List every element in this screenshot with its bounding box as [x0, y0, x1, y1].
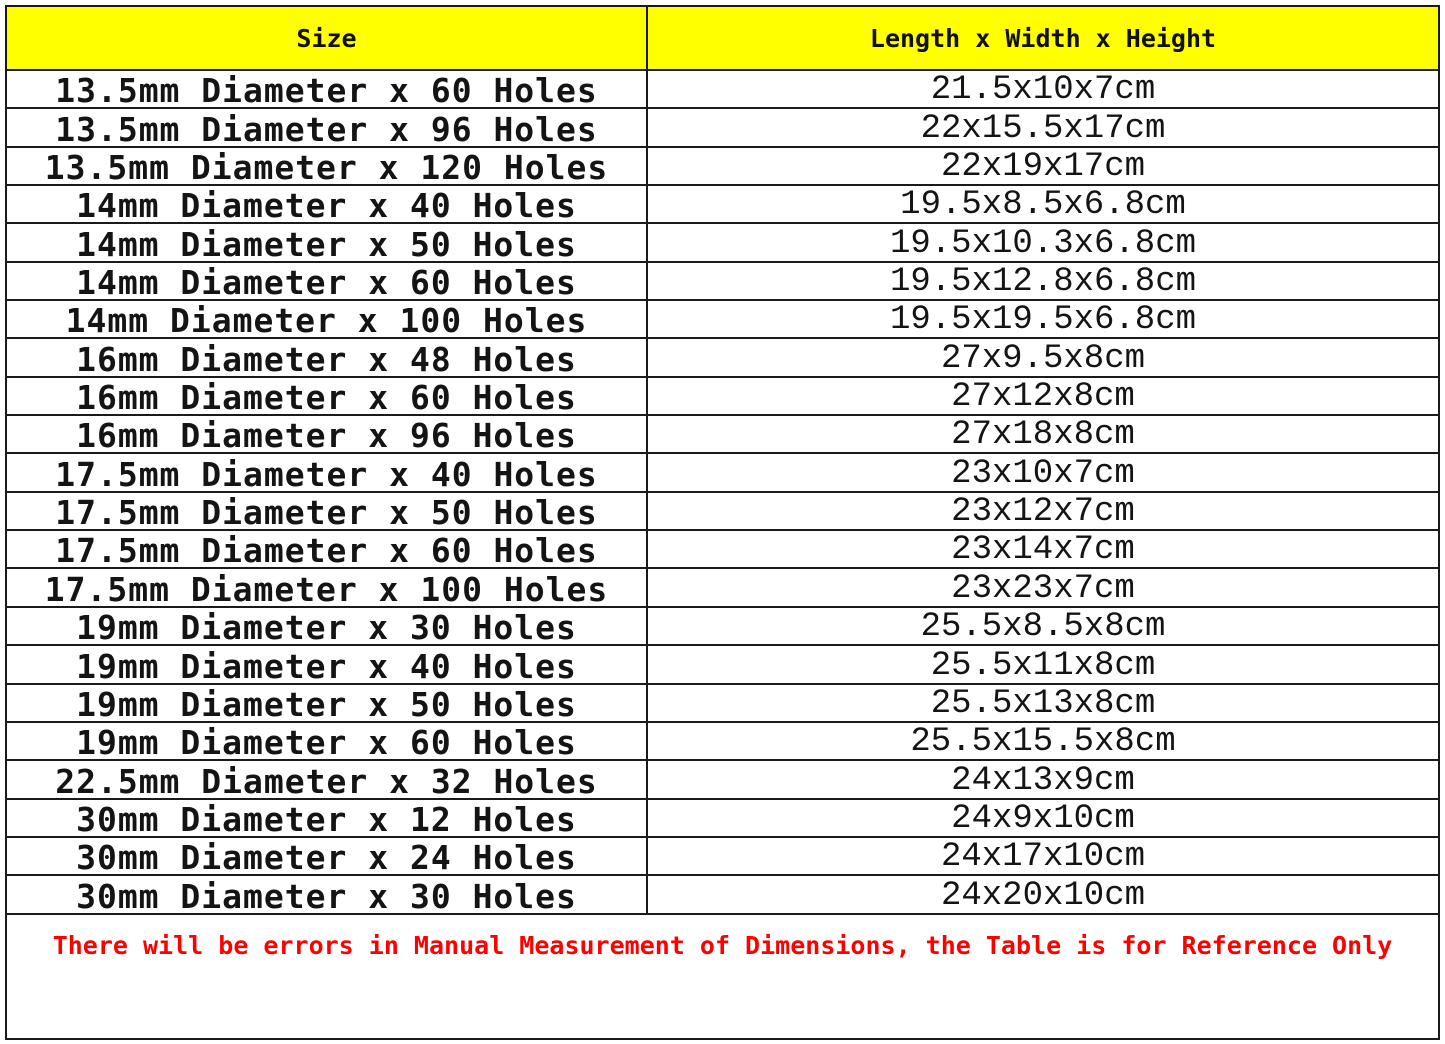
table-row — [7, 453, 1438, 491]
size-cell: 14mm Diameter x 100 Holes — [7, 300, 647, 338]
dimensions-cell: 22x19x17cm — [647, 147, 1438, 185]
size-cell: 22.5mm Diameter x 32 Holes — [7, 760, 647, 798]
table-row — [7, 607, 1438, 645]
table-row — [7, 722, 1438, 760]
size-cell: 16mm Diameter x 96 Holes — [7, 415, 647, 453]
dimensions-cell: 27x9.5x8cm — [647, 338, 1438, 376]
size-cell: 19mm Diameter x 40 Holes — [7, 645, 647, 683]
measurement-disclaimer: There will be errors in Manual Measurement of Dimensions, the Table is for Reference Only — [52, 931, 1393, 960]
size-cell: 30mm Diameter x 24 Holes — [7, 837, 647, 875]
size-cell: 13.5mm Diameter x 60 Holes — [7, 70, 647, 108]
dimensions-cell: 25.5x15.5x8cm — [647, 722, 1438, 760]
table-row — [7, 300, 1438, 338]
dimensions-cell: 19.5x10.3x6.8cm — [647, 223, 1438, 261]
dimensions-cell: 19.5x19.5x6.8cm — [647, 300, 1438, 338]
table-row — [7, 377, 1438, 415]
dimensions-cell: 24x20x10cm — [647, 875, 1438, 913]
dimensions-cell: 23x10x7cm — [647, 453, 1438, 491]
table-row — [7, 645, 1438, 683]
dimensions-column-header: Length x Width x Height — [647, 7, 1438, 70]
table-row — [7, 262, 1438, 300]
dimensions-cell: 25.5x13x8cm — [647, 684, 1438, 722]
table-row — [7, 70, 1438, 108]
size-cell: 16mm Diameter x 48 Holes — [7, 338, 647, 376]
dimensions-cell: 23x12x7cm — [647, 492, 1438, 530]
size-cell: 30mm Diameter x 12 Holes — [7, 799, 647, 837]
dimensions-cell: 24x17x10cm — [647, 837, 1438, 875]
dimensions-cell: 25.5x8.5x8cm — [647, 607, 1438, 645]
size-table-body — [7, 70, 1438, 914]
size-cell: 17.5mm Diameter x 60 Holes — [7, 530, 647, 568]
dimensions-cell: 27x18x8cm — [647, 415, 1438, 453]
header-row — [7, 7, 1438, 70]
size-cell: 14mm Diameter x 40 Holes — [7, 185, 647, 223]
table-row — [7, 799, 1438, 837]
table-row — [7, 837, 1438, 875]
table-row — [7, 223, 1438, 261]
table-row — [7, 530, 1438, 568]
dimensions-cell: 25.5x11x8cm — [647, 645, 1438, 683]
size-cell: 14mm Diameter x 50 Holes — [7, 223, 647, 261]
size-cell: 17.5mm Diameter x 50 Holes — [7, 492, 647, 530]
dimensions-cell: 24x13x9cm — [647, 760, 1438, 798]
size-cell: 17.5mm Diameter x 40 Holes — [7, 453, 647, 491]
size-cell: 17.5mm Diameter x 100 Holes — [7, 568, 647, 606]
table-row — [7, 684, 1438, 722]
dimensions-cell: 19.5x8.5x6.8cm — [647, 185, 1438, 223]
table-row — [7, 492, 1438, 530]
dimensions-cell: 23x14x7cm — [647, 530, 1438, 568]
size-cell: 30mm Diameter x 30 Holes — [7, 875, 647, 913]
table-row — [7, 185, 1438, 223]
dimensions-cell: 21.5x10x7cm — [647, 70, 1438, 108]
size-cell: 13.5mm Diameter x 120 Holes — [7, 147, 647, 185]
size-cell: 19mm Diameter x 60 Holes — [7, 722, 647, 760]
dimensions-cell: 23x23x7cm — [647, 568, 1438, 606]
table-row — [7, 415, 1438, 453]
dimensions-cell: 24x9x10cm — [647, 799, 1438, 837]
table-row — [7, 338, 1438, 376]
table-row — [7, 875, 1438, 913]
size-cell: 16mm Diameter x 60 Holes — [7, 377, 647, 415]
size-cell: 13.5mm Diameter x 96 Holes — [7, 108, 647, 146]
size-cell: 19mm Diameter x 50 Holes — [7, 684, 647, 722]
size-table — [7, 7, 1438, 915]
dimensions-cell: 19.5x12.8x6.8cm — [647, 262, 1438, 300]
table-row — [7, 108, 1438, 146]
size-cell: 19mm Diameter x 30 Holes — [7, 607, 647, 645]
table-row — [7, 760, 1438, 798]
table-row — [7, 568, 1438, 606]
size-chart-sheet — [5, 5, 1440, 1040]
dimensions-cell: 27x12x8cm — [647, 377, 1438, 415]
size-cell: 14mm Diameter x 60 Holes — [7, 262, 647, 300]
dimensions-cell: 22x15.5x17cm — [647, 108, 1438, 146]
size-column-header: Size — [7, 7, 647, 70]
table-row — [7, 147, 1438, 185]
